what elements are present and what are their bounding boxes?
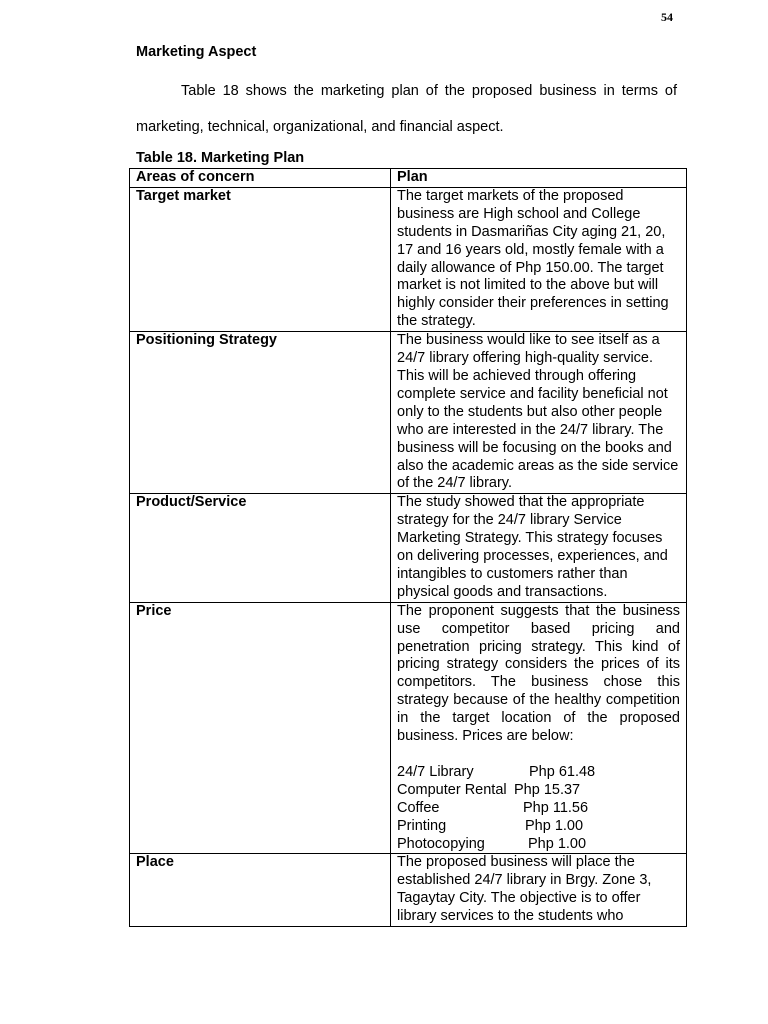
concern-positioning-strategy: Positioning Strategy	[130, 332, 391, 494]
plan-place: The proposed business will place the established 24/7 library in Brgy. Zone 3, Tagaytay City. The objective is to offer library services to the students who	[391, 854, 687, 927]
plan-price-cell	[391, 602, 687, 854]
price-item-name: Photocopying	[397, 835, 485, 852]
price-list	[397, 764, 680, 854]
concern-price: Price	[130, 602, 391, 854]
section-title: Marketing Aspect	[136, 44, 257, 60]
intro-paragraph	[136, 73, 677, 145]
plan-price: The proponent suggests that the business use competitor based pricing and penetration pricing strategy. This kind of pricing strategy considers the prices of its competitors. The business chose this strategy because of the healthy competition in the target location of the proposed business. Prices are below:	[397, 602, 680, 745]
price-item-value: Php 1.00	[525, 817, 584, 834]
price-item-value: Php 11.56	[523, 799, 589, 816]
price-item-value: Php 1.00	[528, 835, 587, 852]
price-row	[397, 836, 680, 854]
concern-place: Place	[130, 854, 391, 927]
price-item-name: Printing	[397, 817, 447, 834]
plan-target-market: The target markets of the proposed business are High school and College students in Dasmariñas City aging 21, 20, 17 and 16 years old, mostly female with a daily allowance of Php 150.00. The target market is not limited to the above but will highly consider their preferences in setting the strategy.	[391, 187, 687, 331]
page-number: 54	[661, 10, 673, 24]
price-item-value: Php 61.48	[529, 763, 596, 780]
table-caption: Table 18. Marketing Plan	[136, 150, 305, 166]
price-item-name: Computer Rental	[397, 781, 507, 798]
price-item-name: 24/7 Library	[397, 763, 474, 780]
table-row	[130, 332, 687, 494]
price-item-name: Coffee	[397, 799, 440, 816]
header-plan: Plan	[391, 169, 687, 188]
table-row	[130, 187, 687, 331]
price-item-value: Php 15.37	[514, 781, 581, 798]
concern-target-market: Target market	[130, 187, 391, 331]
plan-positioning-strategy: The business would like to see itself as a 24/7 library offering high-quality service. This will be achieved through offering complete service and facility beneficial not only to the students but also other people who are interested in the 24/7 library. The business will be focusing on the books and also the academic areas as the side service of the 24/7 library.	[391, 332, 687, 494]
table-row	[130, 854, 687, 927]
header-areas-of-concern: Areas of concern	[130, 169, 391, 188]
table-row	[130, 602, 687, 854]
price-row	[397, 782, 680, 800]
concern-product-service: Product/Service	[130, 494, 391, 602]
table-row	[130, 494, 687, 602]
intro-text: Table 18 shows the marketing plan of the proposed business in terms of marketing, technical, organizational, and financial aspect.	[136, 83, 677, 135]
price-row	[397, 818, 680, 836]
marketing-plan-table	[129, 168, 687, 927]
plan-product-service: The study showed that the appropriate strategy for the 24/7 library Service Marketing Strategy. This strategy focuses on delivering processes, experiences, and intangibles to customers rather than physical goods and transactions.	[391, 494, 687, 602]
price-row	[397, 764, 680, 782]
price-row	[397, 800, 680, 818]
table-header-row	[130, 169, 687, 188]
